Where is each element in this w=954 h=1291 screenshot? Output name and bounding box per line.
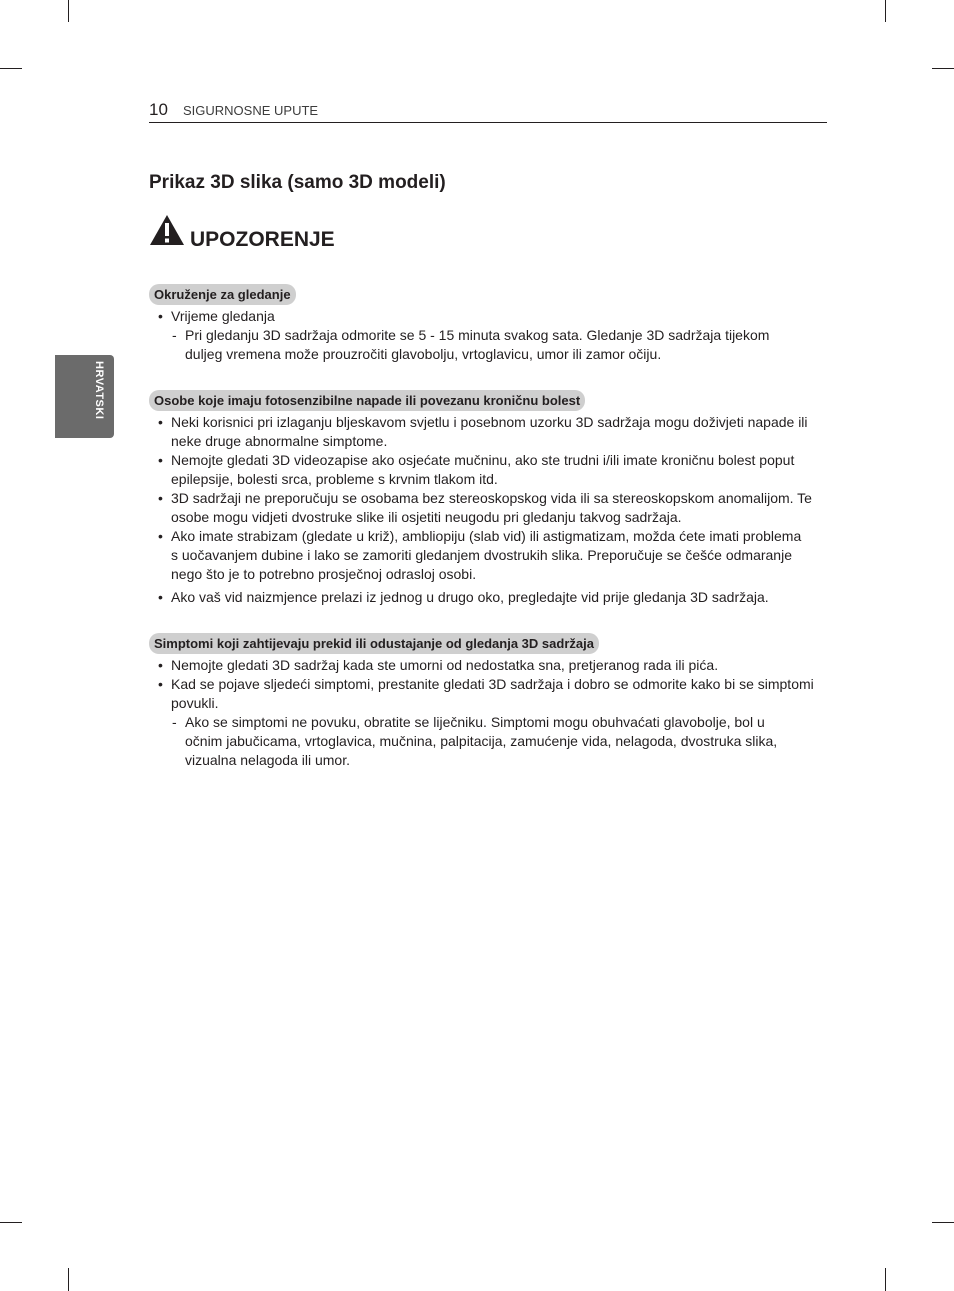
warning-label: UPOZORENJE: [190, 228, 335, 251]
dash: -: [172, 327, 177, 343]
subheading-viewing-environment: Okruženje za gledanje: [149, 284, 296, 305]
crop-mark: [0, 1222, 22, 1223]
bullet: •: [158, 414, 163, 430]
list-item: Ako vaš vid naizmjence prelazi iz jednog u drugo oko, pregledajte vid prije gledanja 3D sadržaja.: [171, 589, 769, 605]
list-item: Ako imate strabizam (gledate u križ), ambliopiju (slab vid) ili astigmatizam, možda ćete imati problema: [171, 528, 802, 544]
dash: -: [172, 714, 177, 730]
crop-mark: [932, 68, 954, 69]
list-item: neke druge abnormalne simptome.: [171, 433, 388, 449]
list-item: Nemojte gledati 3D videozapise ako osjećate mučninu, ako ste trudni i/ili imate kroničnu bolest poput: [171, 452, 795, 468]
crop-mark: [885, 1268, 886, 1291]
crop-mark: [885, 0, 886, 22]
bullet: •: [158, 676, 163, 692]
list-item: 3D sadržaji ne preporučuju se osobama bez stereoskopskog vida ili sa stereoskopskom anomalijom. Te: [171, 490, 812, 506]
list-item: Vrijeme gledanja: [171, 308, 275, 324]
sub-list-item: duljeg vremena može prouzročiti glavobolju, vrtoglavicu, umor ili zamor očiju.: [185, 346, 662, 362]
crop-mark: [0, 68, 22, 69]
sub-list-item: očnim jabučicama, vrtoglavica, mučnina, palpitacija, zamućenje vida, nelagoda, dvostruka slika,: [185, 733, 778, 749]
bullet: •: [158, 657, 163, 673]
sub-list-item: vizualna nelagoda ili umor.: [185, 752, 350, 768]
subheading-photosensitive: Osobe koje imaju fotosenzibilne napade ili povezanu kroničnu bolest: [149, 390, 585, 411]
bullet: •: [158, 490, 163, 506]
crop-mark: [68, 1268, 69, 1291]
list-item: povukli.: [171, 695, 219, 711]
bullet: •: [158, 452, 163, 468]
page-number: 10: [149, 100, 168, 119]
list-item: nego što je to potrebno prosječnoj odrasloj osobi.: [171, 566, 477, 582]
language-side-tab: [55, 355, 114, 438]
list-item: Neki korisnici pri izlaganju bljeskavom svjetlu i posebnom uzorku 3D sadržaja mogu doživjeti napade ili: [171, 414, 808, 430]
subheading-symptoms: Simptomi koji zahtijevaju prekid ili odustajanje od gledanja 3D sadržaja: [149, 633, 599, 654]
list-item: osobe mogu vidjeti dvostruke slike ili osjetiti neugodu pri gledanju takvog sadržaja.: [171, 509, 682, 525]
language-label: HRVATSKI: [93, 361, 105, 420]
bullet: •: [158, 589, 163, 605]
list-item: epilepsije, bolesti srca, probleme s krvnim tlakom itd.: [171, 471, 498, 487]
bullet: •: [158, 308, 163, 324]
section-title: Prikaz 3D slika (samo 3D modeli): [149, 172, 446, 193]
crop-mark: [68, 0, 69, 22]
header-title: SIGURNOSNE UPUTE: [183, 103, 319, 118]
page-header: [149, 100, 827, 123]
bullet: •: [158, 528, 163, 544]
crop-mark: [932, 1222, 954, 1223]
sub-list-item: Ako se simptomi ne povuku, obratite se liječniku. Simptomi mogu obuhvaćati glavobolje, bol u: [185, 714, 765, 730]
list-item: s uočavanjem dubine i lako se zamoriti gledanjem dvostrukih slika. Preporučuje se češće odmaranje: [171, 547, 792, 563]
list-item: Nemojte gledati 3D sadržaj kada ste umorni od nedostatka sna, pretjeranog rada ili pića.: [171, 657, 719, 673]
warning-triangle-icon: [149, 214, 185, 246]
list-item: Kad se pojave sljedeći simptomi, prestanite gledati 3D sadržaja i dobro se odmorite kako bi se simptomi: [171, 676, 814, 692]
sub-list-item: Pri gledanju 3D sadržaja odmorite se 5 - 15 minuta svakog sata. Gledanje 3D sadržaja tijekom: [185, 327, 770, 343]
